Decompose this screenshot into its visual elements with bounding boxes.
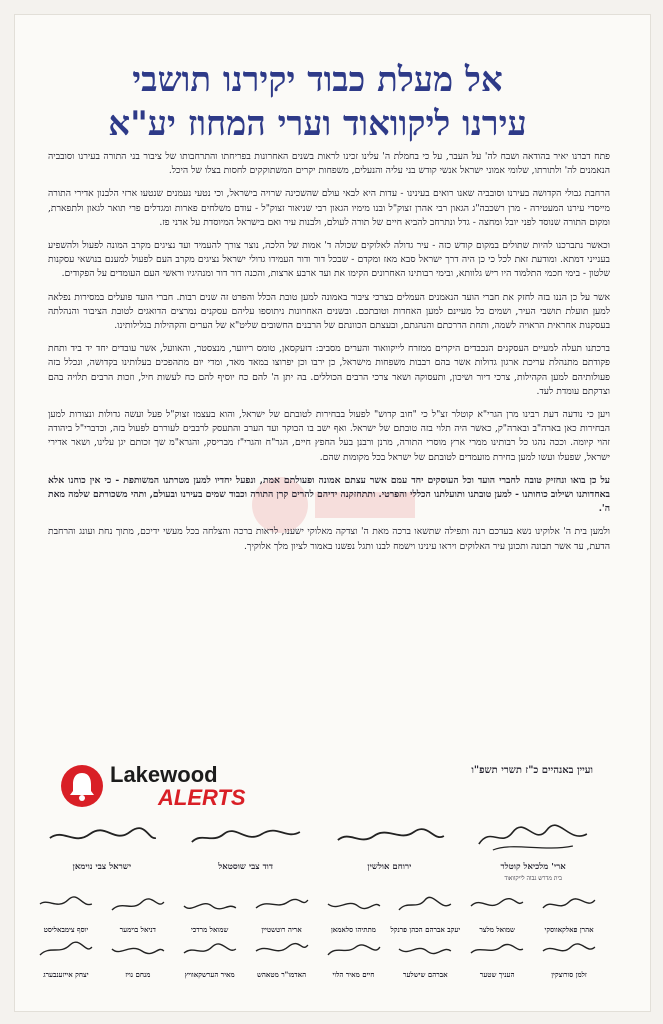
signatory-name: יעקב אברהם הכהן פרנקל xyxy=(390,925,461,934)
handwritten-signature xyxy=(467,820,599,854)
signature xyxy=(30,890,102,940)
signatory-name: שמואל מרדכי xyxy=(191,925,229,934)
signature xyxy=(174,935,246,985)
signature xyxy=(318,820,462,880)
signatory-name: מנחם נויז xyxy=(125,970,151,979)
handwritten-signature xyxy=(36,820,168,854)
paragraph-6: ויען כי נודעה דעת רבינו מרן הגרי"א קוטלר זצ"ל כי "חוב קדוש" לפעול בבחירות לטובתם של ישראל, והוא בעצמו זצוק"ל פעל ועשה גדולות ונצורות למען הבחירות כאן בארה"ב ובארה"ק, כאשר היה תלוי בזה טובתם של ישראל. ואף ישב בו הבוקר ועד הערב והתעסק לרבבים לעוררם לפעול בזה, וכדברי"ל ביהודה זהוי קיומה. וככה נהגו כל רבותינו ממרי ארץ מוסרי התורה, מרנן ורבנן בעל החפץ חיים, הגר"ח והגרי"ז מבריסק, והגרא"מ שך זכותם יגן עלינו, ושאר אדירי ישראל, שפעלו ועשו למען בחירת מועמדים לטובתם של ישראל בכל מקומות שהם. xyxy=(48,409,610,463)
paragraph-2: הרחבת גבולי הקדושה בעירנו וסובביה שאנו רואים בעינינו - עדות היא לבאי עולם שהשכינה שרויה בישראל, וכי נטעי נעמנים שנטעו ארזי הלבנון אדירי התורה מייסדי עירנו המעטירה - מרן רשכבה"ג הגאון רבי אהרן זצוק"ל ובנו מימיו הגאון רבי שניאור זצוק"ל - עודם משלחים פארות ומגדלים פרי תואר לגאון ולתפארת, ומקום התורה שנוסד לפני יובל ומחצה - גדל ונתרחב להביא חיים של תורה לעולם, ולבנות עיר ואם בישראל המיוסדת על אדני פז. xyxy=(48,188,610,228)
signatory-name: העניך שטער xyxy=(479,970,515,979)
paragraph-4: אשר על כן הננו בזה לחזק את חברי הועד הנאמנים העמלים בצרכי ציבור באמונה למען טובת הכלל והפרט זה שנים רבות. חברי הועד פועלים במסירות נפלאה למען תועלת תושבי העיר, ושמים כל מעיינם למען האחדות וטובתכם. ובשנים האחרונות ניתוספו עליהם עסקנים נמרצים הדואגים לטובת הציבור והנהלתה בעסקנות אחראית הראויה לשמה, ותחת הדרכתם והנהגתם, ובעצתם הכוונתם של הרבנים החשובים שליט"א של הערים והקהילות בגלילותינו. xyxy=(48,291,610,332)
handwritten-signature xyxy=(108,890,168,918)
handwritten-signature xyxy=(180,820,312,854)
signature xyxy=(246,890,318,940)
signature xyxy=(102,935,174,985)
signature xyxy=(102,890,174,940)
signatory-name: האדמו"ר מטאהש xyxy=(256,970,307,979)
handwritten-signature xyxy=(180,890,240,918)
signature xyxy=(461,935,533,985)
signatory-name: ירוחם אולשין xyxy=(367,862,412,872)
signature xyxy=(318,935,390,985)
signatory-name: אברהם שישלער xyxy=(403,970,448,979)
signatory-name: אהרן פאלקאווסקי xyxy=(544,925,594,934)
handwritten-signature xyxy=(180,935,240,963)
signatory-name: יוסף צימבאליסט xyxy=(43,925,89,934)
signature xyxy=(533,890,605,940)
logo-text-alerts: ALERTS xyxy=(158,785,246,810)
signatory-name: יצחק אייזענבערג xyxy=(43,970,89,979)
alert-bell-icon xyxy=(60,764,104,808)
handwritten-signature xyxy=(467,890,527,918)
lakewood-alerts-logo xyxy=(60,760,246,812)
signature xyxy=(389,890,461,940)
handwritten-signature xyxy=(36,935,96,963)
signature xyxy=(174,890,246,940)
signatory-title: בית מדרש גבוה לייקוואוד xyxy=(504,875,562,882)
signature xyxy=(30,820,174,880)
handwritten-signature xyxy=(108,935,168,963)
letter-body xyxy=(48,150,610,563)
signatory-name: אריה רוטשטיין xyxy=(261,925,302,934)
signatory-name: מתתיהו סלאמאן xyxy=(330,925,376,934)
logo-text-lakewood: Lakewood xyxy=(110,762,218,787)
signatory-name: חיים מאיר הלוי xyxy=(332,970,375,979)
paragraph-8: ולמען בית ה' אלוקינו נשא בעדכם רנה ותפילה שתשאו ברכה מאת ה' וצדקה מאלוקי ישענו, לראות ברכה והצלחה בכל מעשי ידיכם, מתוך נחת ועונג והרחבת הדעת, עד אשר תבונה ותכונן עיר האלוקים ויראו עינינו וישמח לבנו ותגל נפשנו באמור לציון מלך אלוקיך. xyxy=(48,526,610,552)
handwritten-signature xyxy=(467,935,527,963)
signatory-name: דוד צבי שוסטאל xyxy=(218,862,273,872)
handwritten-signature xyxy=(252,935,312,963)
paragraph-7: על כן בואו ונחזיק טובה לחברי הועד וכל העוסקים יחד עמם אשר עצתם אמונה ופעולתם אמת, ונפעל יחדיו למען מטרתנו המשותפת - כי אין כוחנו אלא באחדותנו ושילוב כוחותנו - למען טובתנו ותועלתנו הכללי והפרטי. ותתחזקנה ידיהם להרים קרן התורה וכבוד שמים בעירנו ובעולם, ותהי משכורתם שלמה מאת ה'. xyxy=(48,474,610,515)
signatures-row-2 xyxy=(30,890,605,940)
signature xyxy=(246,935,318,985)
signatory-name: דניאל בוימער xyxy=(119,925,156,934)
signatory-name: ארי' מלכיאל קוטלר xyxy=(500,862,566,872)
handwritten-signature xyxy=(539,935,599,963)
signatory-name: זלמן סורוצקין xyxy=(551,970,587,979)
handwritten-signature xyxy=(324,890,384,918)
signature xyxy=(461,890,533,940)
signatory-name: מאיר הערשקאוויץ xyxy=(184,970,235,979)
signature xyxy=(533,935,605,985)
signature xyxy=(461,820,605,880)
signature xyxy=(318,890,390,940)
handwritten-signature xyxy=(395,890,455,918)
handwritten-signature xyxy=(36,890,96,918)
handwritten-signature xyxy=(324,820,456,854)
handwritten-signature xyxy=(539,890,599,918)
signature xyxy=(30,935,102,985)
paragraph-5: ברכתנו תעלה למעיים העסקנים הנכבדים היקרים ממזרח לייקוואוד והערים מסביב: דזעקסאן, טומס ריווער, מנצסטר, והאוועל, אשר עובדים יחד יד ביד ותחת פקודתם מתנהלת עריכת ארגון גדולות אשר בהם רבבות משפחות מישראל, כן ירבו וכן יפרוצו במאד מאד, ומדי יום מתהפכים בעלותינו בקדושה, ונכלל בזה פעולותיהם למען הקהילות, צרכי דיור ושיכון, ותעסוקה ושאר צרכי הרבים הכוללים. בה יתן ה' להם כח יוסיף להם כח לעשות חיל, וזכות הרבים תלויה בהם וצדקתם עומדת לעד. xyxy=(48,343,610,397)
signatures-row-1 xyxy=(30,820,605,880)
signatures-row-3 xyxy=(30,935,605,985)
signature xyxy=(174,820,318,880)
handwritten-signature xyxy=(252,890,312,918)
dateline: ועיין באנהיים כ"ז תשרי תשפ"ו xyxy=(471,765,593,776)
paragraph-1: פתח דברנו יאיר בהודאה ושבח לה' על העבר, על כי בחמלת ה' עלינו זכינו לראות בשנים האחרונות בפריחתו והתרחבותו של ציבור בני התורה בעירנו וסובביה הנאמנים לה' ולתורתו, שלומי אמוני ישראל אנשי קודש בני עליה והנעלים, משפחות יקרים המשתוקקים לחסות בצלו של היכל. xyxy=(48,151,610,177)
signature xyxy=(389,935,461,985)
handwritten-signature xyxy=(324,935,384,963)
letter-title-line-2: עירנו ליקוואוד וערי המחוז יע"א xyxy=(108,104,527,144)
letter-title-line-1: אל מעלת כבוד יקירנו תושבי xyxy=(132,60,503,100)
handwritten-signature xyxy=(395,935,455,963)
signatory-name: שמואל מלצר xyxy=(479,925,515,934)
signatory-name: ישראל צבי נוימאן xyxy=(72,862,132,872)
paragraph-3: וכאשר נתברכנו להיות שתולים במקום קודש כזה - עיר גדולה לאלוקים שכולה ד' אמות של הלכה, נוצר צורך להעמיד ועד נציגים מקרב המונה לפעול ולהשפיע בענייני דמתא. ומודעת זאת לכל כי כן היה דרך ישראל סבא מאז ומקדם - שבכל דור ודור העמידו גדולי ישראל נציגים מקרב העם לפעול למענם בנושאי עסקנות שלטון - בימי חכמי התלמוד היו ריש גלוותא, ובימי רבותינו האחרונים הקימו את ועד ארבע ארצות, והכנה דור דור ומנהיגיו וראשי העם העומדים על הפקודים. xyxy=(48,240,610,280)
